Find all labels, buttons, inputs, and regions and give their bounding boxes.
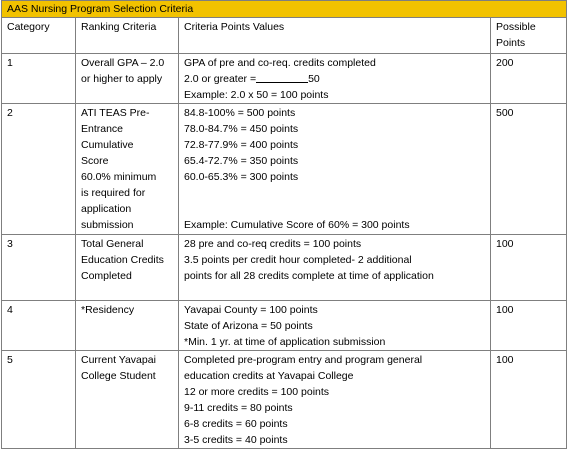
table-row bbox=[2, 351, 567, 449]
ranking-text: Total General Education Credits Completed bbox=[81, 238, 164, 282]
value-line: 3-5 credits = 40 points bbox=[184, 434, 288, 446]
value-line: Yavapai County = 100 points bbox=[184, 304, 318, 316]
value-line: State of Arizona = 50 points bbox=[184, 320, 313, 332]
value-line: GPA of pre and co-req. credits completed bbox=[184, 57, 376, 69]
selection-criteria-table bbox=[1, 0, 567, 449]
cell-criteria-values bbox=[179, 235, 491, 301]
ranking-line: Entrance bbox=[81, 123, 124, 135]
value-line: 6-8 credits = 60 points bbox=[184, 418, 288, 430]
header-criteria-points-values: Criteria Points Values bbox=[179, 18, 491, 54]
table-header-row bbox=[2, 18, 567, 54]
value-line: Example: Cumulative Score of 60% = 300 points bbox=[184, 219, 410, 231]
header-ranking-criteria: Ranking Criteria bbox=[76, 18, 179, 54]
ranking-text: Current Yavapai College Student bbox=[81, 354, 156, 382]
value-line: 72.8-77.9% = 400 points bbox=[184, 139, 299, 151]
header-possible-points: Possible Points bbox=[491, 18, 567, 54]
cell-possible-points: 200 bbox=[491, 54, 567, 104]
cell-ranking-criteria bbox=[76, 351, 179, 449]
header-category: Category bbox=[2, 18, 76, 54]
value-line: Example: 2.0 x 50 = 100 points bbox=[184, 89, 329, 101]
value-line: education credits at Yavapai College bbox=[184, 370, 354, 382]
ranking-text: Overall GPA – 2.0 or higher to apply bbox=[81, 57, 165, 85]
cell-ranking-criteria bbox=[76, 54, 179, 104]
ranking-line: is required for bbox=[81, 187, 146, 199]
cell-criteria-values bbox=[179, 301, 491, 351]
value-text: 2.0 or greater = bbox=[184, 73, 257, 85]
table-row bbox=[2, 301, 567, 351]
table-row bbox=[2, 104, 567, 235]
cell-ranking-criteria bbox=[76, 104, 179, 235]
cell-possible-points: 500 bbox=[491, 104, 567, 235]
cell-criteria-values bbox=[179, 54, 491, 104]
blank-underline bbox=[256, 71, 308, 83]
cell-possible-points: 100 bbox=[491, 301, 567, 351]
value-line: points for all 28 credits complete at time of application bbox=[184, 270, 434, 282]
table-row bbox=[2, 235, 567, 301]
ranking-line: Cumulative bbox=[81, 139, 134, 151]
cell-ranking-criteria bbox=[76, 235, 179, 301]
ranking-text: *Residency bbox=[81, 304, 135, 316]
table-row bbox=[2, 54, 567, 104]
cell-category: 2 bbox=[2, 104, 76, 235]
cell-possible-points: 100 bbox=[491, 351, 567, 449]
cell-category: 5 bbox=[2, 351, 76, 449]
cell-criteria-values bbox=[179, 351, 491, 449]
cell-category: 1 bbox=[2, 54, 76, 104]
ranking-line: ATI TEAS Pre- bbox=[81, 107, 150, 119]
ranking-line: application bbox=[81, 203, 132, 215]
table-title-row bbox=[2, 1, 567, 18]
value-line: 65.4-72.7% = 350 points bbox=[184, 155, 299, 167]
ranking-line: submission bbox=[81, 219, 134, 231]
cell-category: 4 bbox=[2, 301, 76, 351]
table-title: AAS Nursing Program Selection Criteria bbox=[2, 1, 567, 18]
value-line: 9-11 credits = 80 points bbox=[184, 402, 293, 414]
cell-possible-points: 100 bbox=[491, 235, 567, 301]
ranking-line: Score bbox=[81, 155, 109, 167]
value-text: 50 bbox=[308, 73, 320, 85]
cell-criteria-values bbox=[179, 104, 491, 235]
value-line: 60.0-65.3% = 300 points bbox=[184, 171, 299, 183]
value-line: 84.8-100% = 500 points bbox=[184, 107, 296, 119]
value-line: 78.0-84.7% = 450 points bbox=[184, 123, 299, 135]
value-line: *Min. 1 yr. at time of application submission bbox=[184, 336, 386, 348]
cell-ranking-criteria bbox=[76, 301, 179, 351]
cell-category: 3 bbox=[2, 235, 76, 301]
ranking-line: 60.0% minimum bbox=[81, 171, 157, 183]
value-line: 3.5 points per credit hour completed- 2 additional bbox=[184, 254, 412, 266]
value-line: 12 or more credits = 100 points bbox=[184, 386, 330, 398]
value-line: Completed pre-program entry and program general bbox=[184, 354, 423, 366]
value-line bbox=[184, 71, 487, 87]
value-line: 28 pre and co-req credits = 100 points bbox=[184, 238, 362, 250]
